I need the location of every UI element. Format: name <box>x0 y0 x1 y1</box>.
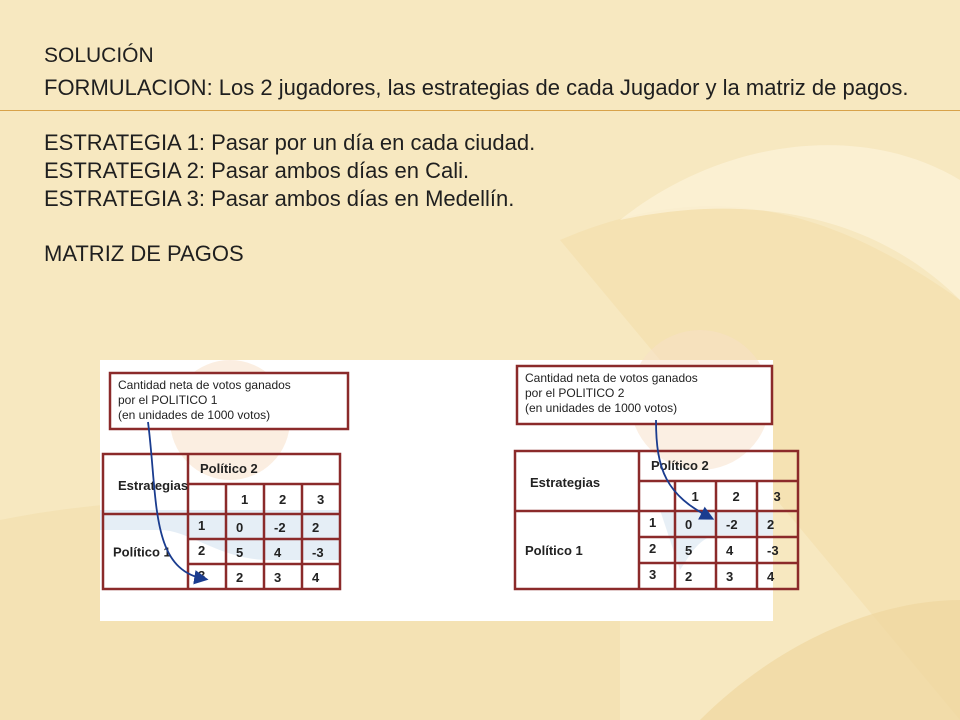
payoff-cell: 3 <box>726 569 734 584</box>
payoff-cell: 2 <box>767 517 775 532</box>
strategy-3: ESTRATEGIA 3: Pasar ambos días en Medellín. <box>44 186 515 211</box>
strategies-label: Estrategias <box>530 475 601 490</box>
formulation-label: FORMULACION <box>44 75 207 100</box>
payoff-matrices-figure <box>100 360 781 621</box>
payoff-matrices-svg <box>100 360 781 621</box>
payoff-cell: -3 <box>767 543 779 558</box>
column-strategy-number: 2 <box>732 489 740 504</box>
payoff-cell: 4 <box>274 545 282 560</box>
row-player-label: Político 1 <box>113 544 171 560</box>
strategy-2: ESTRATEGIA 2: Pasar ambos días en Cali. <box>44 158 470 183</box>
column-strategy-number: 1 <box>691 489 699 504</box>
payoff-cell: 0 <box>685 517 693 532</box>
note-line: Cantidad neta de votos ganados <box>118 378 291 392</box>
note-line: Cantidad neta de votos ganados <box>525 371 698 385</box>
row-strategy-number: 3 <box>198 568 206 583</box>
payoff-cell: 3 <box>274 570 282 585</box>
slide-heading: SOLUCIÓN <box>44 44 154 67</box>
payoff-cell: 4 <box>312 570 320 585</box>
payoff-cell: -2 <box>726 517 738 532</box>
strategy-1: ESTRATEGIA 1: Pasar por un día en cada ciudad. <box>44 130 536 155</box>
row-strategy-number: 3 <box>649 567 657 582</box>
row-strategy-number: 2 <box>198 543 206 558</box>
row-player-label: Político 1 <box>525 543 583 558</box>
payoff-cell: 2 <box>236 570 244 585</box>
column-player-label: Político 2 <box>200 461 258 476</box>
payoff-cell: 5 <box>685 543 693 558</box>
slide-content <box>44 44 924 268</box>
column-player-label: Político 2 <box>651 458 709 473</box>
payoff-cell: 0 <box>236 520 244 535</box>
payoff-cell: 2 <box>312 520 320 535</box>
note-line: por el POLITICO 2 <box>525 386 625 400</box>
formulation-text: : Los 2 jugadores, las estrategias de cada Jugador y la matriz de pagos. <box>206 75 909 100</box>
column-strategy-number: 1 <box>241 492 249 507</box>
note-line: (en unidades de 1000 votos) <box>118 408 271 422</box>
row-strategy-number: 2 <box>649 541 657 556</box>
formulation-paragraph <box>44 74 924 102</box>
payoff-cell: 4 <box>726 543 734 558</box>
matrix-title: MATRIZ DE PAGOS <box>44 241 244 266</box>
row-strategy-number: 1 <box>649 515 657 530</box>
row-strategy-number: 1 <box>198 518 206 533</box>
payoff-cell: 2 <box>685 569 693 584</box>
payoff-cell: 5 <box>236 545 244 560</box>
payoff-matrix-politico-1 <box>103 373 348 589</box>
payoff-cell: 4 <box>767 569 775 584</box>
strategies-label: Estrategias <box>118 478 189 493</box>
note-line: por el POLITICO 1 <box>118 393 218 407</box>
payoff-cell: -3 <box>312 545 324 560</box>
payoff-matrix-politico-2 <box>515 366 798 589</box>
column-strategy-number: 3 <box>773 489 781 504</box>
column-strategy-number: 3 <box>317 492 325 507</box>
column-strategy-number: 2 <box>279 492 287 507</box>
note-line: (en unidades de 1000 votos) <box>525 401 678 415</box>
payoff-cell: -2 <box>274 520 286 535</box>
